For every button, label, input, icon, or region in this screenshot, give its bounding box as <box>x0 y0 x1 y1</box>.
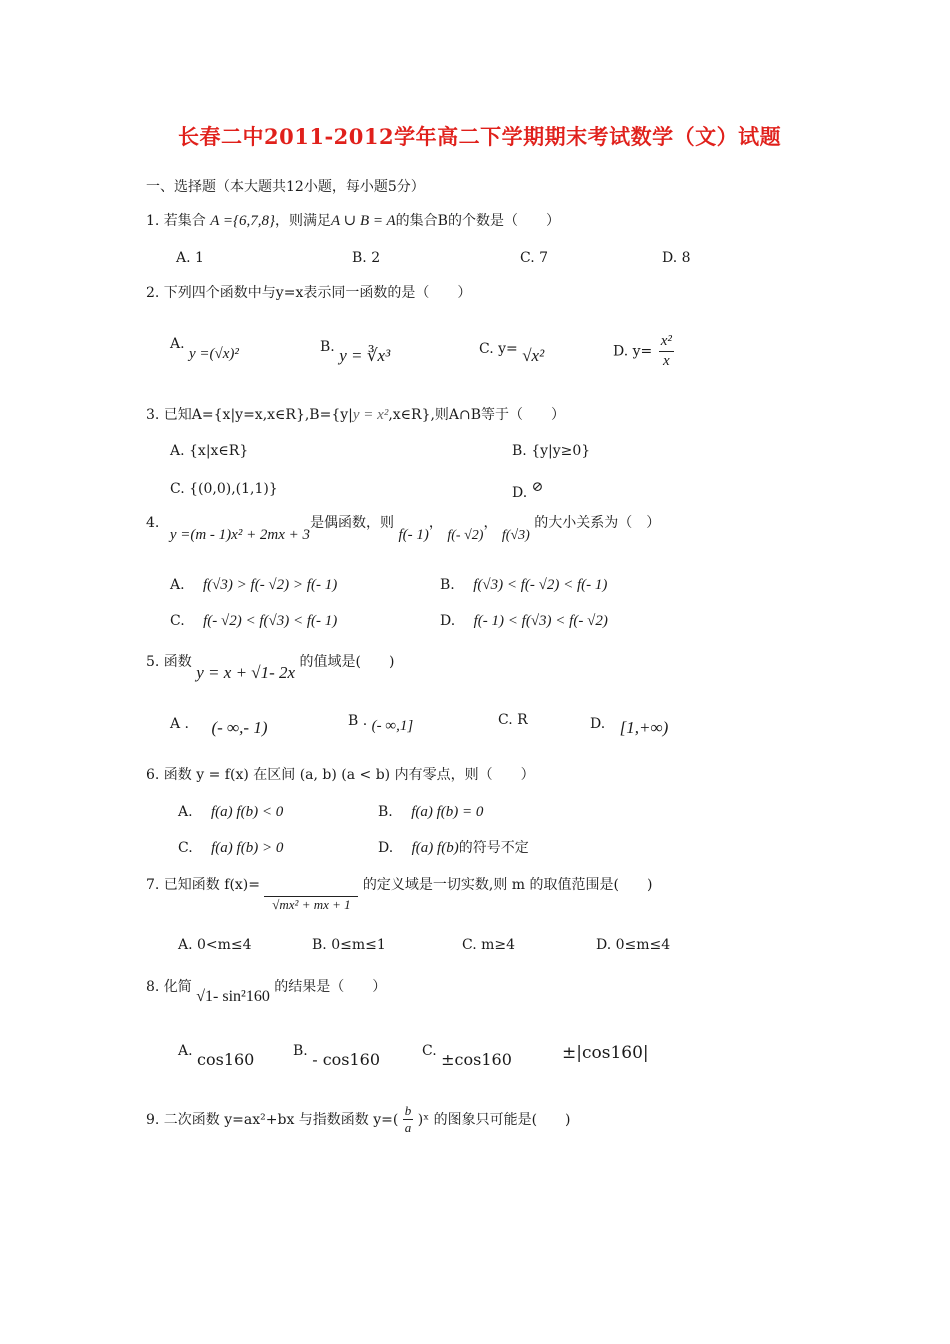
q9-stem-b: )ˣ 的图象只可能是( ) <box>417 1111 571 1128</box>
q3-d-label: D. <box>512 485 528 501</box>
q4-d-label: D. <box>440 613 456 629</box>
q1-expr: A ∪ B = A <box>331 213 396 229</box>
q8-option-a <box>178 1040 255 1069</box>
q1-option-c: C. 7 <box>520 250 549 266</box>
q8-expr: √1- sin²160 <box>196 988 270 1005</box>
q8-option-c <box>422 1040 512 1069</box>
q2-option-b <box>320 335 391 365</box>
q4-c-expr: f(- √2) < f(√3) < f(- 1) <box>203 613 338 629</box>
q4-stem-b: 的大小关系为（ ） <box>534 515 661 531</box>
q6-d-label: D. <box>378 840 394 856</box>
question-5 <box>146 650 395 682</box>
q1-option-a: A. 1 <box>176 250 204 266</box>
q4-option-c <box>170 612 337 631</box>
q4-expr: y =(m - 1)x² + 2mx + 3 <box>169 527 311 543</box>
q1-stem-c: 的集合B的个数是（ ） <box>395 213 560 229</box>
question-1 <box>146 212 560 231</box>
q9-denominator: a <box>404 1120 412 1136</box>
q3-expr: y = x² <box>352 407 389 423</box>
q5-expr: y = x + √1- 2x <box>196 663 296 682</box>
q7-option-b: B. 0≤m≤1 <box>312 937 386 953</box>
section-heading: 一、选择题（本大题共12小题，每小题5分） <box>146 179 425 195</box>
q1-option-b: B. 2 <box>352 250 381 266</box>
q4-f2: f(- √2) <box>447 528 484 543</box>
q1-stem-a: 1. 若集合 <box>146 213 211 229</box>
q6-d-expr: f(a) f(b) <box>411 840 459 856</box>
q9-stem-a: 9. 二次函数 y=ax²+bx 与指数函数 y=( <box>146 1111 399 1128</box>
q4-a-expr: f(√3) > f(- √2) > f(- 1) <box>203 577 338 593</box>
q6-b-label: B. <box>378 804 393 820</box>
q3-option-b: B. {y|y≥0} <box>512 443 591 459</box>
q3-option-d <box>512 479 544 501</box>
q2-b-expr: y = ∛x³ <box>339 346 391 365</box>
q1-stem-b: ，则满足 <box>275 213 332 229</box>
q5-option-c: C. R <box>498 712 528 728</box>
q3-option-a: A. {x|x∈R} <box>170 443 249 459</box>
q7-stem-a: 7. 已知函数 f(x)= <box>146 877 260 893</box>
q8-b-label: B. <box>293 1043 308 1059</box>
q4-f3: f(√3) <box>501 528 530 543</box>
question-9 <box>146 1103 571 1137</box>
q4-comma: ， <box>428 515 443 531</box>
q6-a-label: A. <box>178 804 193 820</box>
q2-option-d <box>613 332 674 371</box>
q6-option-d <box>378 839 529 858</box>
q6-option-c <box>178 839 283 858</box>
q7-denominator: √mx² + mx + 1 <box>272 896 351 912</box>
q4-option-a <box>170 576 337 595</box>
question-7 <box>146 877 652 913</box>
q8-option-d: ±|cos160| <box>562 1043 649 1063</box>
q4-b-label: B. <box>440 577 455 593</box>
q2-d-numerator: x² <box>659 332 674 352</box>
question-2: 2. 下列四个函数中与y=x表示同一函数的是（ ） <box>146 285 472 301</box>
q8-b-expr: - cos160 <box>312 1050 381 1069</box>
q6-d-text: 的符号不定 <box>458 840 529 856</box>
question-6: 6. 函数 y = f(x) 在区间 (a, b) (a < b) 内有零点，则（ ） <box>146 767 535 783</box>
page-title: 长春二中2011-2012学年高二下学期期末考试数学（文）试题 <box>178 124 782 149</box>
q3-stem-a: 3. 已知A={x|y=x,x∈R},B={y| <box>146 407 353 423</box>
q2-option-a <box>170 335 239 362</box>
q5-a-label: A . <box>170 716 190 732</box>
q4-comma-2: ， <box>483 515 498 531</box>
q8-c-expr: ±cos160 <box>441 1050 512 1069</box>
q7-option-a: A. 0<m≤4 <box>178 937 252 953</box>
question-8 <box>146 977 387 1005</box>
q4-stem-a: 是偶函数，则 <box>310 515 395 531</box>
q2-option-c <box>479 337 545 365</box>
q6-c-expr: f(a) f(b) > 0 <box>211 840 284 856</box>
q1-set: A ={6,7,8} <box>210 213 276 229</box>
q5-b-label: B . <box>348 713 368 729</box>
q2-b-label: B. <box>320 339 335 355</box>
q4-c-label: C. <box>170 613 185 629</box>
question-3 <box>146 406 565 425</box>
q3-stem-b: ,x∈R},则A∩B等于（ ） <box>388 407 566 423</box>
q5-option-d <box>590 712 669 737</box>
q7-option-c: C. m≥4 <box>462 937 516 953</box>
empty-set-symbol: ⊘ <box>531 479 544 495</box>
q5-b-expr: (- ∞,1] <box>371 718 414 734</box>
q2-d-denominator: x <box>662 352 670 369</box>
q5-a-expr: (- ∞,- 1) <box>211 718 268 737</box>
q7-stem-b: 的定义域是一切实数,则 m 的取值范围是( ) <box>362 877 653 893</box>
q2-d-fraction <box>659 332 674 371</box>
q8-a-label: A. <box>178 1043 193 1059</box>
q4-d-expr: f(- 1) < f(√3) < f(- √2) <box>473 613 608 629</box>
q6-b-expr: f(a) f(b) = 0 <box>411 804 484 820</box>
q8-stem-a: 8. 化简 <box>146 979 192 995</box>
q3-option-c: C. {(0,0),(1,1)} <box>170 481 278 497</box>
q7-option-d: D. 0≤m≤4 <box>596 937 671 953</box>
q4-num: 4. <box>146 515 160 531</box>
q4-b-expr: f(√3) < f(- √2) < f(- 1) <box>473 577 608 593</box>
q4-option-b <box>440 576 607 595</box>
q7-fraction <box>264 877 358 913</box>
q4-f1: f(- 1) <box>398 527 429 543</box>
q8-stem-b: 的结果是（ ） <box>274 979 387 995</box>
q2-d-label: D. y= <box>613 343 653 360</box>
q8-a-expr: cos160 <box>197 1050 255 1069</box>
q6-option-b <box>378 803 483 822</box>
q5-d-label: D. <box>590 716 606 732</box>
q2-c-expr: √x² <box>522 346 545 365</box>
q2-a-expr: y =(√x)² <box>189 346 239 362</box>
q6-c-label: C. <box>178 840 193 856</box>
q7-numerator <box>264 877 358 897</box>
q8-c-label: C. <box>422 1043 437 1059</box>
q5-option-b <box>348 712 414 734</box>
q5-stem-a: 5. 函数 <box>146 654 192 670</box>
q8-option-b <box>293 1040 381 1069</box>
q5-option-a <box>170 712 268 737</box>
q1-option-d: D. 8 <box>662 250 691 266</box>
q6-a-expr: f(a) f(b) < 0 <box>211 804 284 820</box>
question-4 <box>146 514 661 543</box>
q4-a-label: A. <box>170 577 185 593</box>
q9-fraction <box>403 1103 414 1137</box>
q2-c-label: C. y= <box>479 341 518 357</box>
q5-d-expr: [1,+∞) <box>619 718 669 737</box>
q4-option-d <box>440 612 608 631</box>
q5-stem-b: 的值域是( ) <box>299 654 395 670</box>
q2-a-label: A. <box>170 336 185 352</box>
q6-option-a <box>178 803 283 822</box>
q9-numerator: b <box>403 1103 414 1120</box>
